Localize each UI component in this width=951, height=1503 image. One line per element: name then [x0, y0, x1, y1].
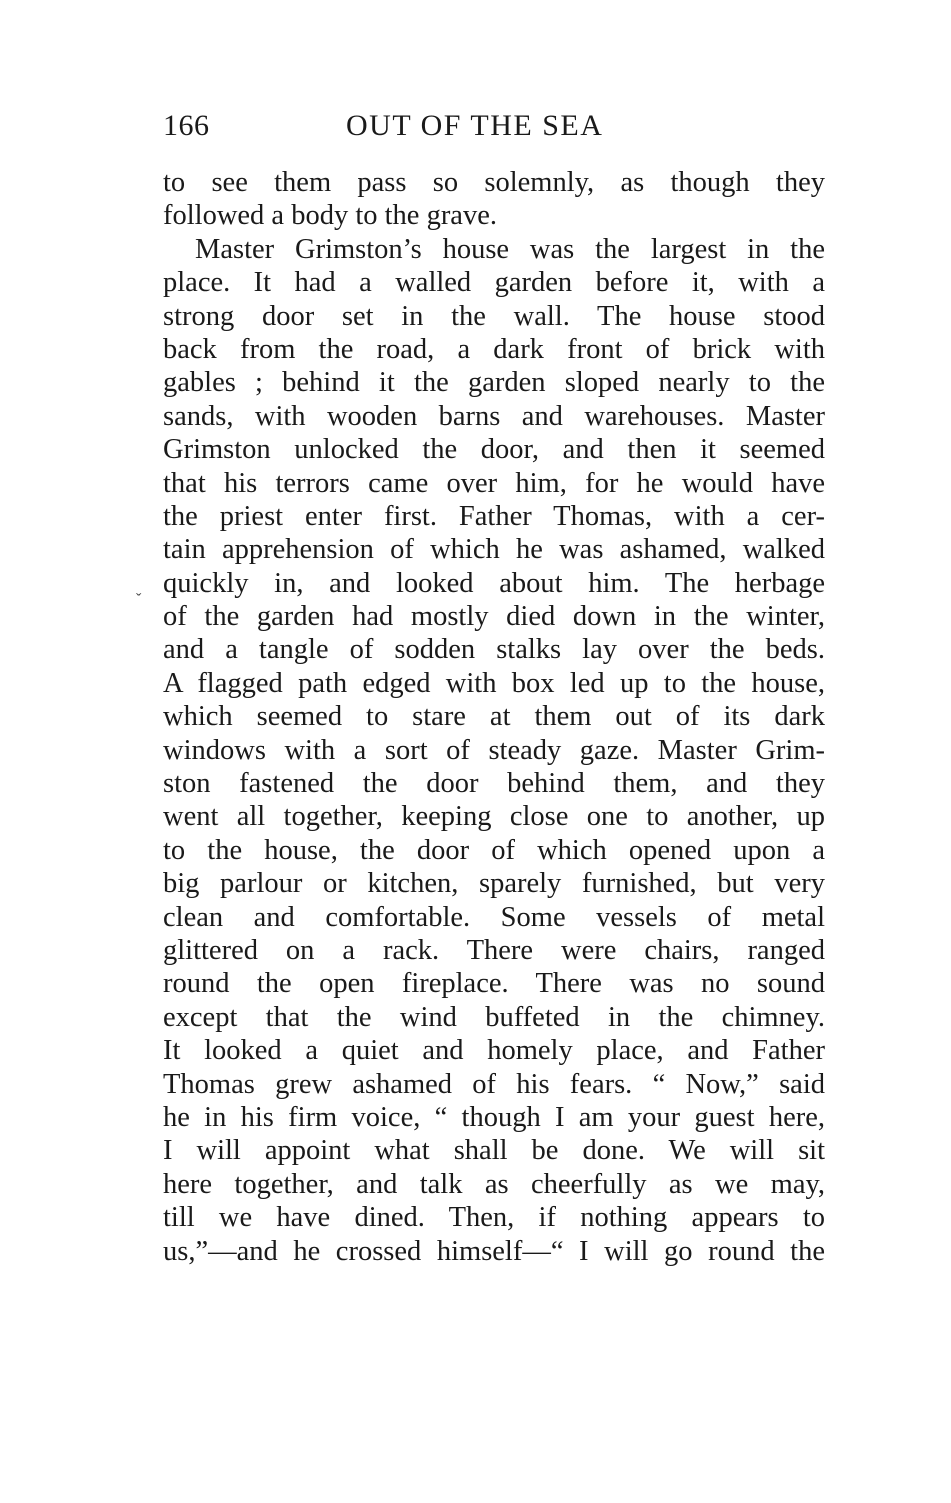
body-text: [163, 166, 825, 1268]
text-line: till we have dined. Then, if nothing appears to: [163, 1202, 825, 1234]
text-line: sands, with wooden barns and warehouses. Master: [163, 400, 825, 432]
text-line: to see them pass so solemnly, as though they: [163, 167, 825, 198]
text-line: went all together, keeping close one to another, up: [163, 801, 825, 833]
running-head: [163, 106, 825, 146]
text-line: It looked a quiet and homely place, and Father: [163, 1035, 825, 1067]
text-line: I will appoint what shall be done. We will sit: [163, 1135, 825, 1167]
text-line: Thomas grew ashamed of his fears. “ Now,” said: [163, 1068, 825, 1100]
text-line: us,”—and he crossed himself—“ I will go round the: [163, 1235, 825, 1267]
text-line: clean and comfortable. Some vessels of metal: [163, 901, 825, 933]
text-line: quickly in, and looked about him. The herbage: [163, 567, 825, 599]
text-line: of the garden had mostly died down in the winter,: [163, 601, 825, 633]
text-line: ston fastened the door behind them, and they: [163, 768, 825, 800]
text-line: glittered on a rack. There were chairs, ranged: [163, 934, 825, 966]
text-line: he in his firm voice, “ though I am your guest here,: [163, 1101, 825, 1133]
text-line: followed a body to the grave.: [163, 200, 497, 232]
text-line: to the house, the door of which opened upon a: [163, 834, 825, 866]
text-line: the priest enter first. Father Thomas, with a cer-: [163, 500, 825, 532]
text-line: strong door set in the wall. The house stood: [163, 300, 825, 332]
text-line: and a tangle of sodden stalks lay over the beds.: [163, 634, 825, 666]
paragraph-start-line: Master Grimston’s house was the largest in the: [195, 233, 825, 265]
text-line: which seemed to stare at them out of its dark: [163, 701, 825, 733]
text-line: that his terrors came over him, for he would have: [163, 467, 825, 499]
margin-tick-mark: ˇ: [136, 591, 142, 608]
text-line: Grimston unlocked the door, and then it seemed: [163, 434, 825, 466]
text-line: A flagged path edged with box led up to the house,: [163, 667, 825, 699]
text-line: except that the wind buffeted in the chimney.: [163, 1001, 825, 1033]
text-line: big parlour or kitchen, sparely furnished, but very: [163, 868, 825, 900]
text-line: place. It had a walled garden before it, with a: [163, 267, 825, 299]
text-line: gables ; behind it the garden sloped nearly to the: [163, 367, 825, 399]
text-line: round the open fireplace. There was no sound: [163, 968, 825, 1000]
text-line: here together, and talk as cheerfully as we may,: [163, 1168, 825, 1200]
text-line: windows with a sort of steady gaze. Master Grim-: [163, 734, 825, 766]
running-title: OUT OF THE SEA: [346, 109, 604, 142]
page-number: 166: [163, 109, 210, 142]
text-line: back from the road, a dark front of brick with: [163, 333, 825, 365]
text-line: tain apprehension of which he was ashamed, walked: [163, 534, 825, 566]
